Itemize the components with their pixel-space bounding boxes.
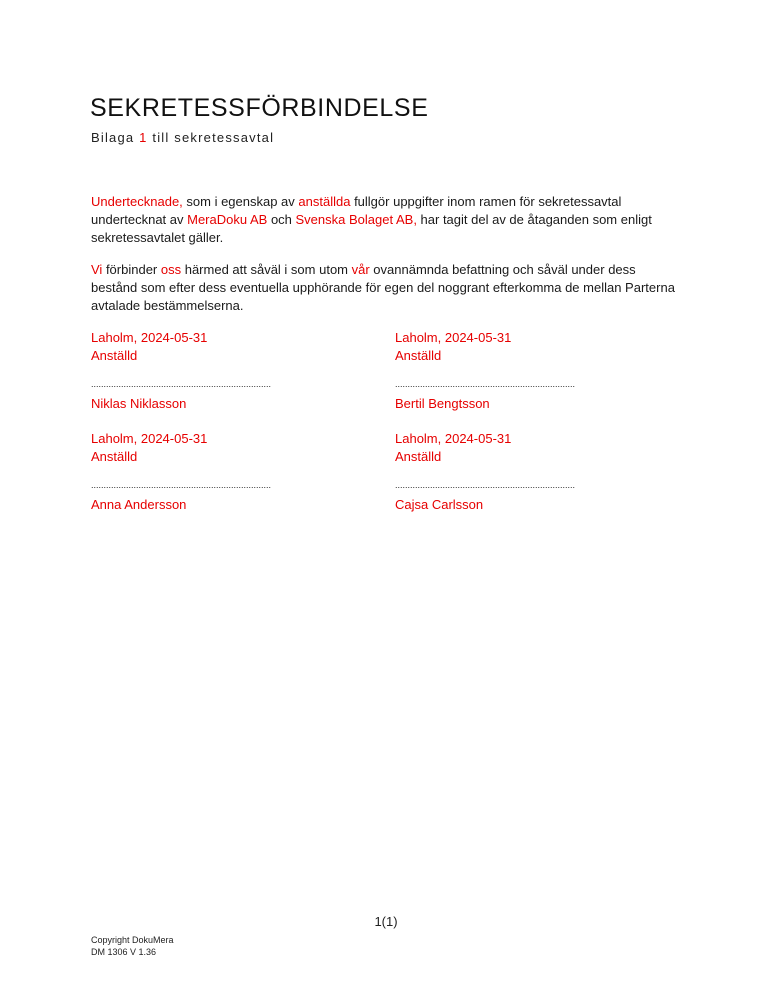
- signature-place-date: Laholm, 2024-05-31: [395, 330, 512, 345]
- signature-place-date: Laholm, 2024-05-31: [91, 431, 208, 446]
- signature-block: [91, 430, 361, 514]
- field-our: vår: [351, 262, 370, 277]
- paragraph1-text-4: har tagit del av de åtaganden som enligt sekretessavtalet gäller.: [91, 212, 652, 245]
- signature-block: [395, 329, 665, 413]
- footer-version: DM 1306 V 1.36: [91, 947, 157, 957]
- signature-role: Anställd: [395, 348, 442, 363]
- paragraph-commitment: [91, 261, 681, 315]
- subtitle-prefix: Bilaga: [91, 130, 140, 145]
- paragraph2-text-2: härmed att såväl i som utom: [181, 262, 352, 277]
- paragraph1-text-2: fullgör uppgifter inom ramen för sekretessavtal undertecknat av: [91, 194, 622, 227]
- field-we: Vi: [91, 262, 103, 277]
- signature-name: Cajsa Carlsson: [395, 497, 484, 512]
- signature-line: ........................................................................: [395, 480, 576, 490]
- signature-name: Niklas Niklasson: [91, 396, 187, 411]
- paragraph1-text-3: och: [267, 212, 296, 227]
- page-number: 1(1): [374, 914, 398, 929]
- signature-block: [395, 430, 665, 514]
- field-us: oss: [160, 262, 182, 277]
- signature-line: ........................................................................: [395, 379, 576, 389]
- document-footer: [91, 934, 174, 958]
- subtitle-suffix: till sekretessavtal: [147, 130, 275, 145]
- signature-place-date: Laholm, 2024-05-31: [395, 431, 512, 446]
- signature-block: [91, 329, 361, 413]
- field-employees: anställda: [298, 194, 351, 209]
- footer-copyright: Copyright DokuMera: [91, 935, 174, 945]
- document-title: SEKRETESSFÖRBINDELSE: [90, 94, 429, 122]
- signature-line: ........................................................................: [91, 480, 272, 490]
- document-subtitle: [91, 130, 274, 145]
- signature-name: Bertil Bengtsson: [395, 396, 490, 411]
- paragraph1-text-1: som i egenskap av: [182, 194, 299, 209]
- signature-place-date: Laholm, 2024-05-31: [91, 330, 208, 345]
- field-undersigned: Undertecknade,: [91, 194, 183, 209]
- signature-role: Anställd: [91, 449, 138, 464]
- signature-role: Anställd: [395, 449, 442, 464]
- signature-name: Anna Andersson: [91, 497, 187, 512]
- signature-role: Anställd: [91, 348, 138, 363]
- field-party-a: MeraDoku AB: [187, 212, 268, 227]
- paragraph-undersigned: [91, 193, 681, 247]
- signature-line: ........................................................................: [91, 379, 272, 389]
- appendix-number: 1: [139, 130, 148, 145]
- paragraph2-text-3: ovannämnda befattning och såväl under dess bestånd som efter dess eventuella upphörande för egen del noggrant efterkomma de mellan Parterna avtalade bestämmelserna.: [91, 262, 675, 313]
- paragraph2-text-1: förbinder: [102, 262, 161, 277]
- field-party-b: Svenska Bolaget AB,: [295, 212, 417, 227]
